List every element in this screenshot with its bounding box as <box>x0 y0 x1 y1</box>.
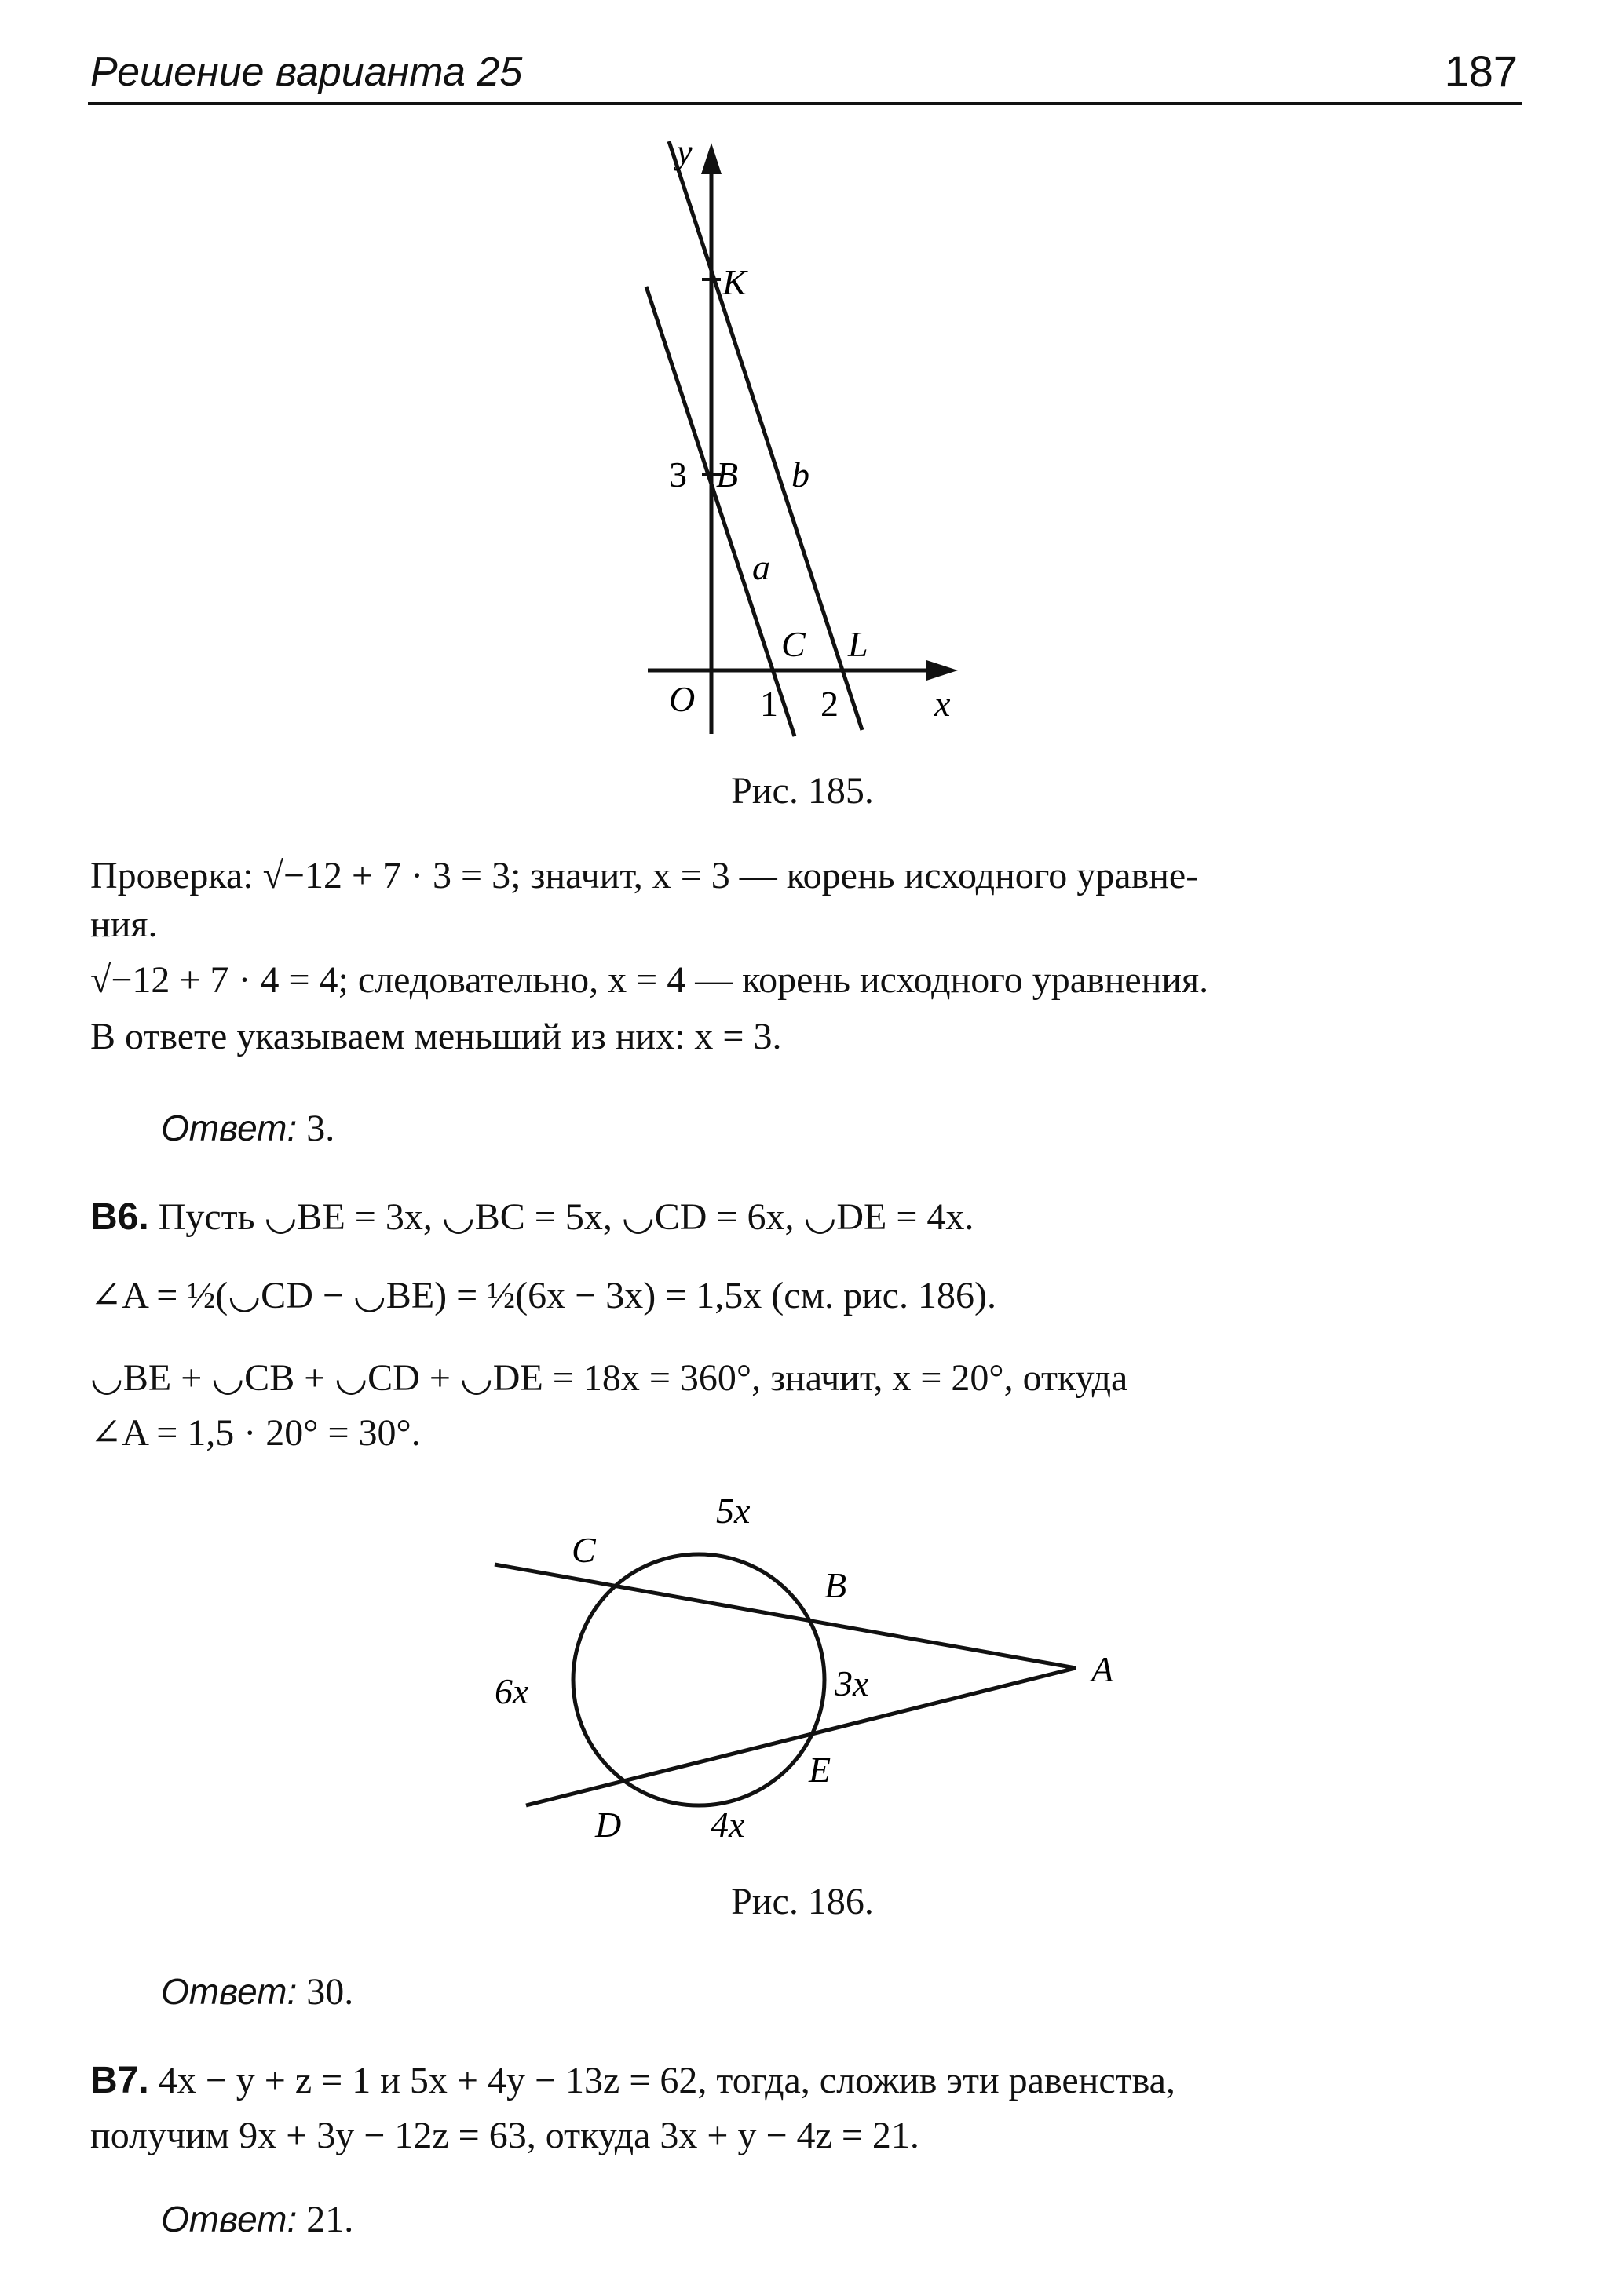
label-line-a: a <box>752 547 770 587</box>
label-6x: 6x <box>495 1671 529 1711</box>
figure-185 <box>612 126 1005 754</box>
label-b: B <box>824 1565 847 1605</box>
b6-tag: B6. <box>90 1196 149 1238</box>
label-y: y <box>677 133 693 171</box>
answer-2-value: 30. <box>306 1971 354 2013</box>
b7-line-1 <box>90 2057 1515 2105</box>
figure-186 <box>471 1491 1146 1868</box>
b7-tag: B7. <box>90 2060 149 2101</box>
label-l: L <box>848 624 868 664</box>
running-header-title: Решение варианта 25 <box>90 49 523 95</box>
check-line-1: Проверка: √−12 + 7 · 3 = 3; значит, x = 3 — корень исходного уравне- <box>90 855 1199 896</box>
answer-3 <box>161 2198 353 2241</box>
figure-185-caption: Рис. 185. <box>731 770 874 812</box>
label-k: K <box>722 262 747 302</box>
b6-line-4: ∠A = 1,5 · 20° = 30°. <box>90 1412 421 1454</box>
y-axis-arrow <box>701 143 722 174</box>
answer-2 <box>161 1970 353 2013</box>
label-c: C <box>781 624 806 664</box>
label-5x: 5x <box>716 1491 751 1531</box>
label-a: A <box>1091 1649 1114 1689</box>
x-axis-arrow <box>926 660 958 681</box>
label-3x: 3x <box>835 1663 869 1703</box>
answer-3-label: Ответ: <box>161 2199 298 2239</box>
label-3: 3 <box>669 454 687 495</box>
secant-cb <box>495 1564 1076 1668</box>
label-1: 1 <box>760 684 778 724</box>
b6-line-1 <box>90 1193 1515 1242</box>
b7-line-2: получим 9x + 3y − 12z = 63, откуда 3x + y − 4z = 21. <box>90 2115 919 2156</box>
b6-line-2: ∠A = ½(◡CD − ◡BE) = ½(6x − 3x) = 1,5x (см. рис. 186). <box>90 1275 996 1316</box>
figure-186-caption: Рис. 186. <box>731 1881 874 1922</box>
label-b-point: B <box>716 454 739 495</box>
label-x: x <box>934 684 951 724</box>
header-rule <box>88 102 1522 105</box>
secant-de <box>526 1668 1076 1805</box>
answer-1 <box>161 1107 334 1150</box>
label-o: O <box>669 679 696 719</box>
label-4x: 4x <box>711 1805 745 1845</box>
label-line-b: b <box>791 454 809 495</box>
label-d: D <box>595 1805 622 1845</box>
check-line-3: √−12 + 7 · 4 = 4; следовательно, x = 4 — корень исходного уравнения. <box>90 959 1209 1001</box>
answer-1-label: Ответ: <box>161 1108 298 1148</box>
label-e: E <box>809 1750 831 1790</box>
check-line-4: В ответе указываем меньший из них: x = 3. <box>90 1016 782 1057</box>
circle <box>573 1554 824 1805</box>
b6-line-1-text: Пусть ◡BE = 3x, ◡BC = 5x, ◡CD = 6x, ◡DE = 4x. <box>158 1196 974 1238</box>
label-c: C <box>572 1530 596 1570</box>
answer-1-value: 3. <box>306 1108 335 1149</box>
page-number: 187 <box>1444 46 1518 96</box>
answer-2-label: Ответ: <box>161 1971 298 2012</box>
check-line-2: ния. <box>90 903 158 945</box>
label-2: 2 <box>820 684 839 724</box>
line-b <box>669 141 862 730</box>
b6-line-3: ◡BE + ◡CB + ◡CD + ◡DE = 18x = 360°, значит, x = 20°, откуда <box>90 1357 1128 1399</box>
answer-3-value: 21. <box>306 2199 354 2240</box>
b7-line-1-text: 4x − y + z = 1 и 5x + 4y − 13z = 62, тогда, сложив эти равенства, <box>158 2060 1175 2101</box>
